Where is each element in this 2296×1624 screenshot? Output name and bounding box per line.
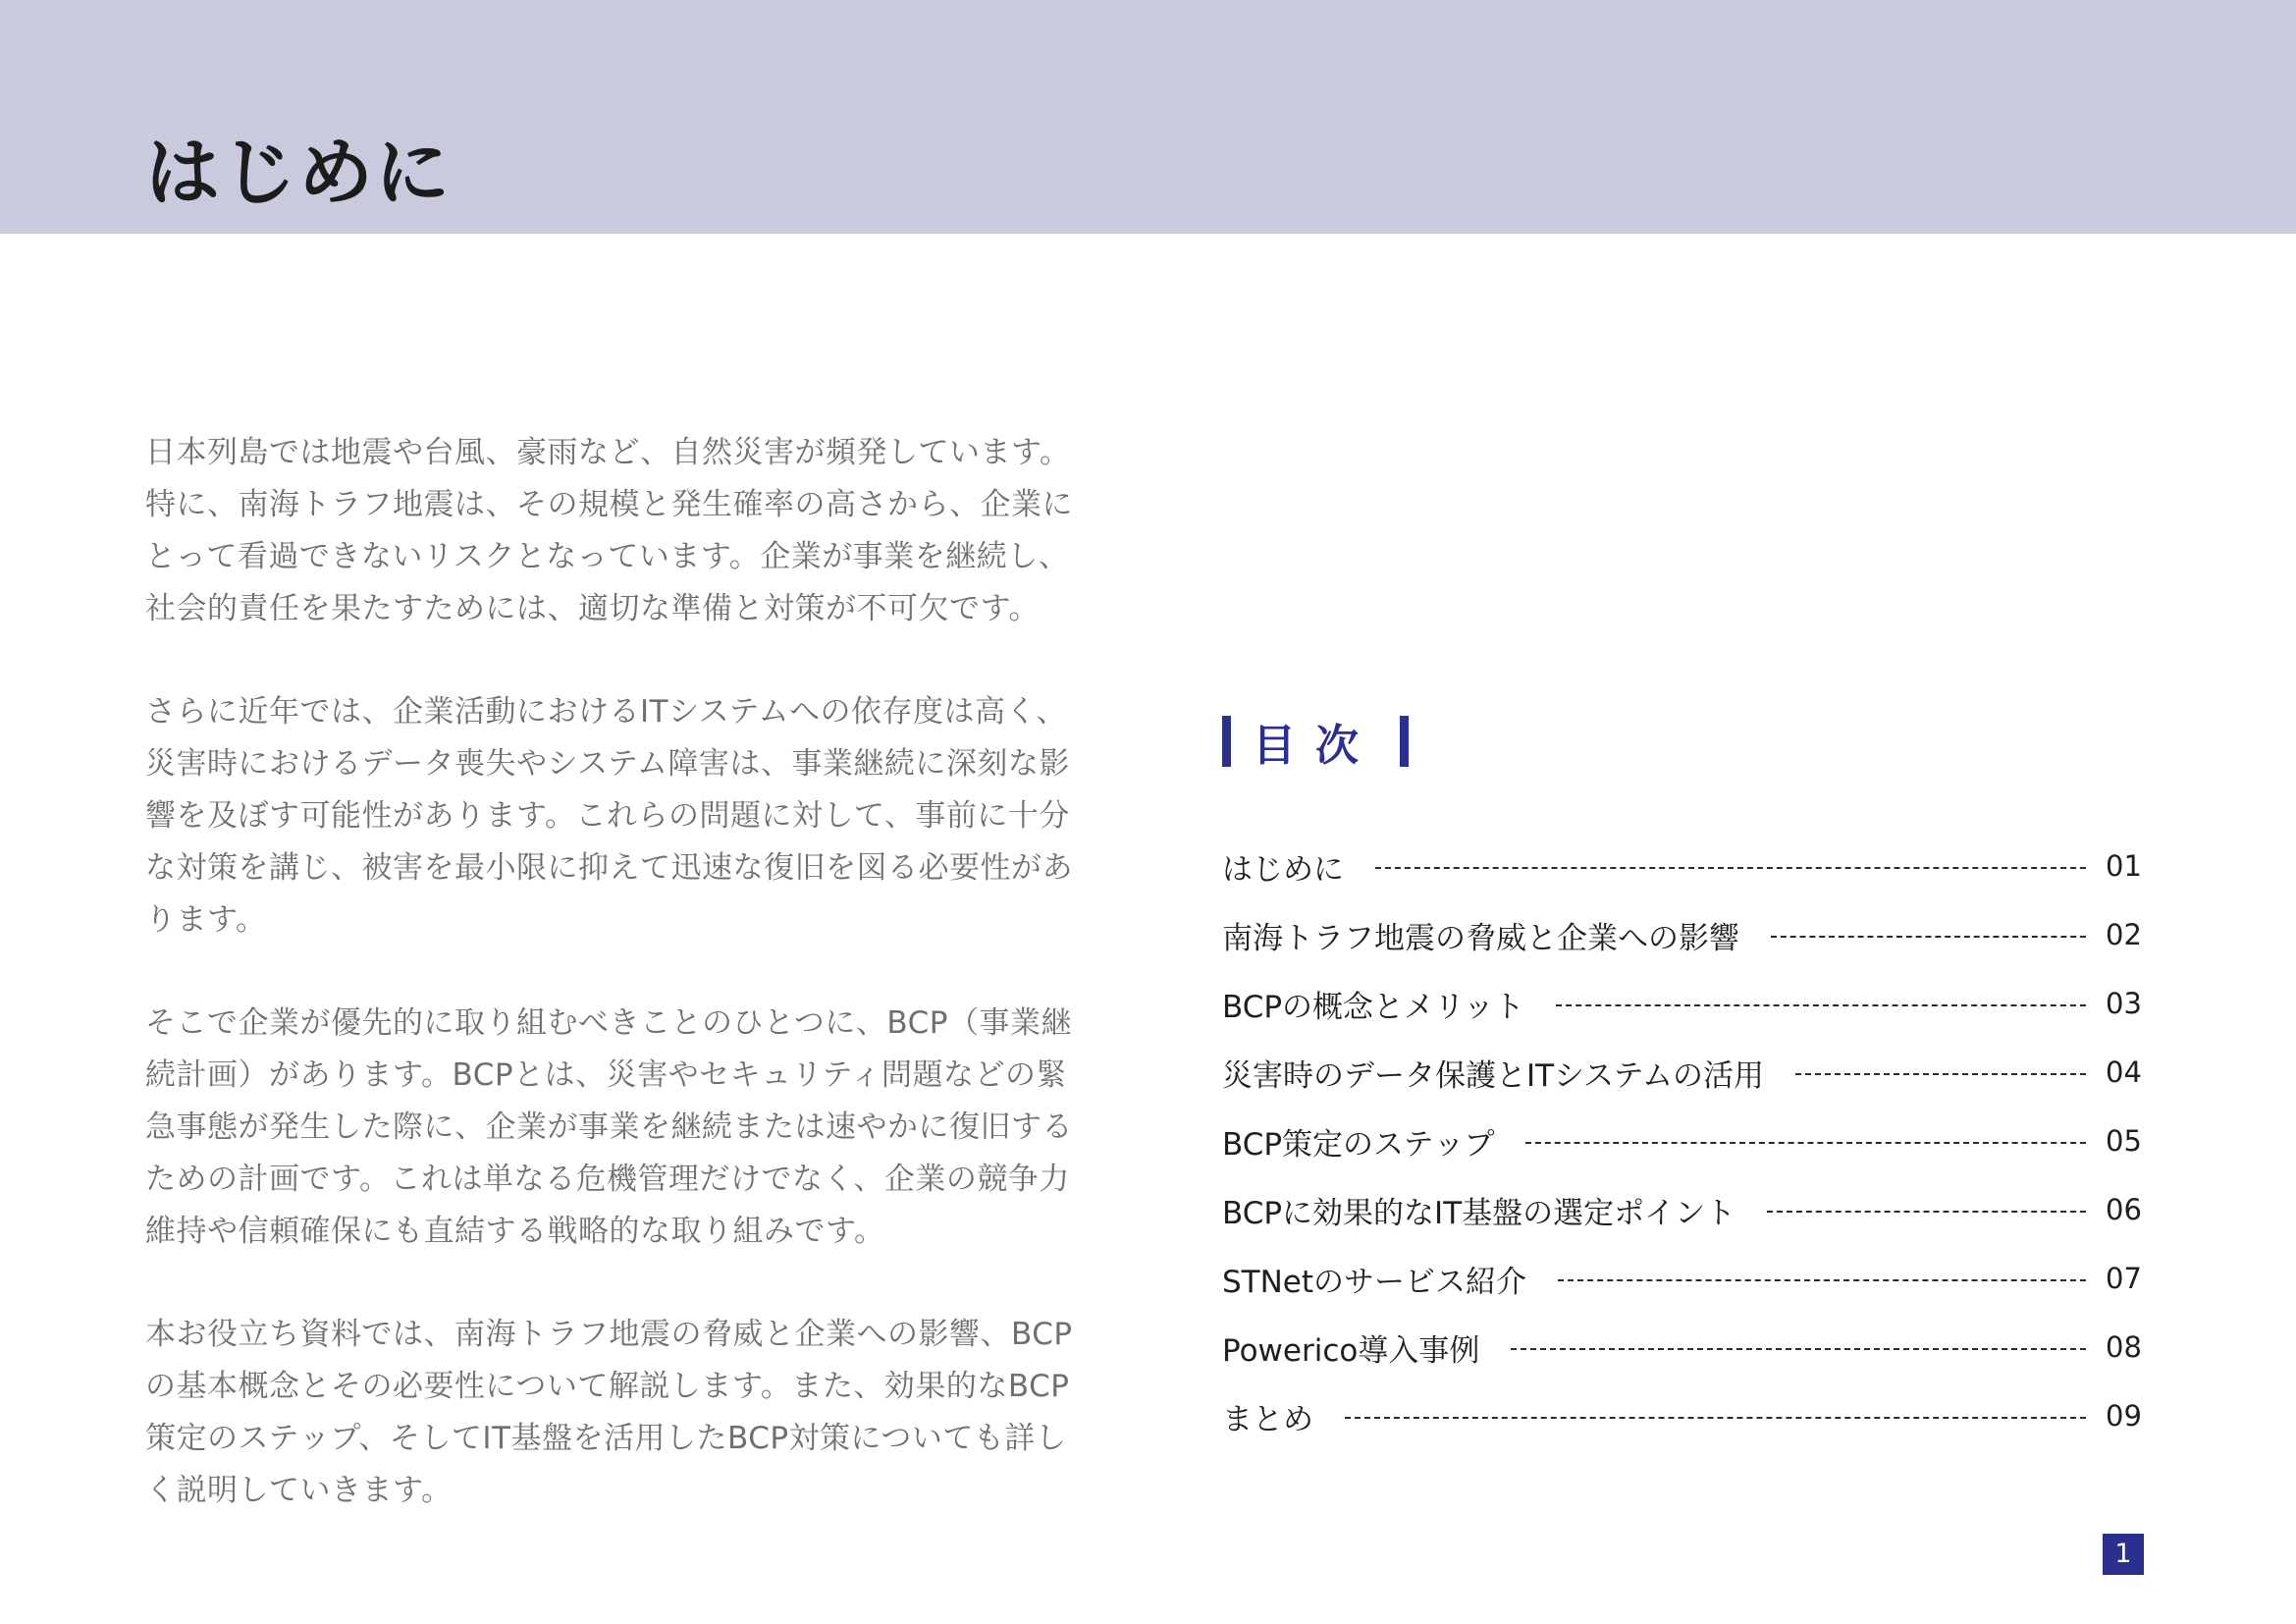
toc-item-page: 06 (2106, 1193, 2142, 1226)
toc-item-introduction[interactable] (1222, 832, 2141, 900)
toc-heading-left-bar (1222, 716, 1231, 767)
intro-paragraph-1: 日本列島では地震や台風、豪雨など、自然災害が頻発しています。特に、南海トラフ地震は、その規模と発生確率の高さから、企業にとって看過できないリスクとなっています。企業が事業を継続し、社会的責任を果たすためには、適切な準備と対策が不可欠です。 (145, 435, 1073, 626)
toc-leader-line (1345, 1417, 2086, 1419)
page-number: 1 (2103, 1534, 2144, 1575)
toc-item-label: はじめに (1222, 851, 1344, 888)
toc-item-label: まとめ (1222, 1401, 1313, 1437)
toc-item-powerico-case[interactable] (1222, 1313, 2141, 1381)
toc-item-label: BCP策定のステップ (1222, 1126, 1495, 1163)
intro-paragraph-3: そこで企業が優先的に取り組むべきことのひとつに、BCP（事業継続計画）があります。BCPとは、災害やセキュリティ問題などの緊急事態が発生した際に、企業が事業を継続または速やかに復旧するための計画です。これは単なる危機管理だけでなく、企業の競争力維持や信頼確保にも直結する戦略的な取り組みです。 (145, 1005, 1073, 1249)
toc-leader-line (1511, 1348, 2086, 1350)
toc-item-bcp-steps[interactable] (1222, 1107, 2141, 1175)
toc-leader-line (1767, 1211, 2086, 1213)
toc-item-label: BCPに効果的なIT基盤の選定ポイント (1222, 1195, 1736, 1231)
toc-item-nankai-trough-threat[interactable] (1222, 900, 2141, 969)
toc-item-page: 08 (2106, 1330, 2142, 1364)
toc-item-label: 南海トラフ地震の脅威と企業への影響 (1222, 920, 1739, 956)
intro-paragraph-4: 本お役立ち資料では、南海トラフ地震の脅威と企業への影響、BCPの基本概念とその必要性について解説します。また、効果的なBCP策定のステップ、そしてIT基盤を活用したBCP対策についても詳しく説明していきます。 (145, 1317, 1073, 1508)
toc-item-page: 02 (2106, 918, 2142, 951)
toc-heading-right-bar (1400, 716, 1409, 767)
table-of-contents (1222, 712, 2141, 1450)
toc-title: 目次 (1253, 721, 1378, 771)
toc-item-page: 05 (2106, 1124, 2142, 1158)
intro-paragraph-2: さらに近年では、企業活動におけるITシステムへの依存度は高く、災害時におけるデータ喪失やシステム障害は、事業継続に深刻な影響を及ぼす可能性があります。これらの問題に対して、事前に十分な対策を講じ、被害を最小限に抑えて迅速な復旧を図る必要性があります。 (145, 694, 1073, 938)
toc-leader-line (1558, 1279, 2086, 1281)
intro-section (145, 427, 1088, 1568)
toc-item-it-platform-selection[interactable] (1222, 1175, 2141, 1244)
toc-leader-line (1771, 936, 2086, 938)
toc-item-page: 03 (2106, 987, 2142, 1020)
toc-item-page: 04 (2106, 1056, 2142, 1089)
toc-item-page: 01 (2106, 849, 2142, 883)
toc-item-label: STNetのサービス紹介 (1222, 1264, 1527, 1300)
toc-item-summary[interactable] (1222, 1381, 2141, 1450)
toc-item-label: Powerico導入事例 (1222, 1332, 1480, 1369)
toc-item-label: 災害時のデータ保護とITシステムの活用 (1222, 1057, 1764, 1094)
toc-item-page: 07 (2106, 1262, 2142, 1295)
toc-leader-line (1375, 867, 2086, 869)
toc-item-stnet-services[interactable] (1222, 1244, 2141, 1313)
toc-leader-line (1525, 1142, 2086, 1144)
toc-item-label: BCPの概念とメリット (1222, 989, 1524, 1025)
toc-item-page: 09 (2106, 1399, 2142, 1433)
toc-item-bcp-concept[interactable] (1222, 969, 2141, 1038)
toc-leader-line (1795, 1073, 2086, 1075)
toc-item-data-protection[interactable] (1222, 1038, 2141, 1107)
toc-heading (1222, 712, 2141, 771)
toc-list (1222, 832, 2141, 1450)
page-title: はじめに (145, 129, 452, 216)
toc-leader-line (1556, 1004, 2086, 1006)
